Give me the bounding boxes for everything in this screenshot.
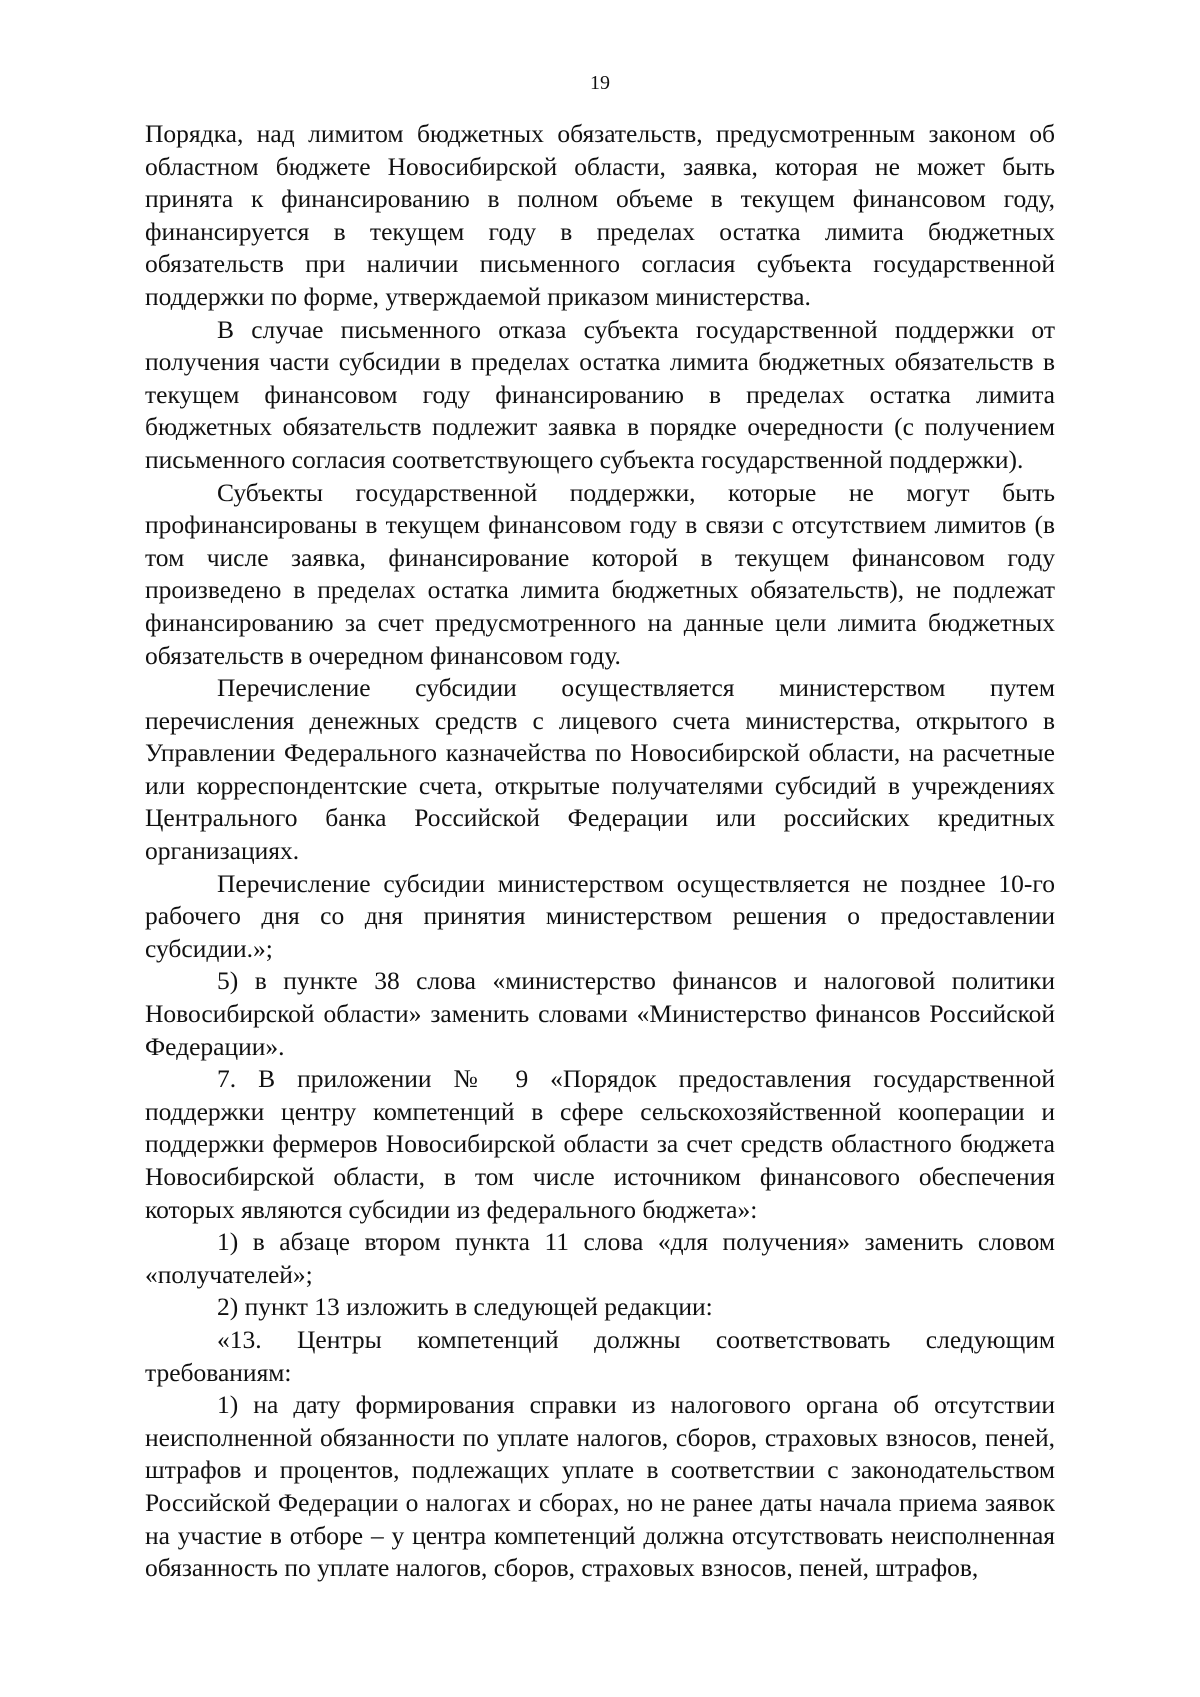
paragraph: Перечисление субсидии осуществляется министерством путем перечисления денежных средств с лицевого счета министерства, открытого в Управлении Федерального казначейства по Новосибирской области, на расчетные или корреспондентские счета, открытые получателями субсидий в учреждениях Центрального банка Российской Федерации или российских кредитных организациях. [145, 673, 1055, 866]
paragraph: Перечисление субсидии министерством осуществляется не позднее 10-го рабочего дня со дня принятия министерством решения о предоставлении субсидии.»; [145, 868, 1055, 963]
paragraph: 1) на дату формирования справки из налогового органа об отсутствии неисполненной обязанности по уплате налогов, сборов, страховых взносов, пеней, штрафов и процентов, подлежащих уплате в соответствии с законодательством Российской Федерации о налогах и сборах, но не ранее даты начала приема заявок на участие в отборе – у центра компетенций должна отсутствовать неисполненная обязанность по уплате налогов, сборов, страховых взносов, пеней, штрафов, [145, 1390, 1055, 1583]
paragraph: 1) в абзаце втором пункта 11 слова «для получения» заменить словом «получателей»; [145, 1227, 1055, 1289]
paragraph: «13. Центры компетенций должны соответствовать следующим требованиям: [145, 1324, 1055, 1387]
document-body [145, 118, 1055, 1585]
paragraph: 5) в пункте 38 слова «министерство финансов и налоговой политики Новосибирской области» заменить словами «Министерство финансов Российской Федерации». [145, 966, 1055, 1061]
page-number: 19 [590, 72, 610, 94]
paragraph: В случае письменного отказа субъекта государственной поддержки от получения части субсидии в пределах остатка лимита бюджетных обязательств в текущем финансовом году финансированию в пределах остатка лимита бюджетных обязательств подлежит заявка в порядке очередности (с получением письменного согласия соответствующего субъекта государственной поддержки). [145, 314, 1055, 474]
paragraph: 2) пункт 13 изложить в следующей редакции: [217, 1292, 713, 1322]
paragraph: Порядка, над лимитом бюджетных обязательств, предусмотренным законом об областном бюджете Новосибирской области, заявка, которая не может быть принята к финансированию в полном объеме в текущем финансовом году, финансируется в текущем году в пределах остатка лимита бюджетных обязательств при наличии письменного согласия субъекта государственной поддержки по форме, утверждаемой приказом министерства. [145, 119, 1055, 311]
paragraph: Субъекты государственной поддержки, которые не могут быть профинансированы в текущем финансовом году в связи с отсутствием лимитов (в том числе заявка, финансирование которой в текущем финансовом году произведено в пределах остатка лимита бюджетных обязательств), не подлежат финансированию за счет предусмотренного на данные цели лимита бюджетных обязательств в очередном финансовом году. [145, 477, 1055, 670]
paragraph: 7. В приложении № 9 «Порядок предоставления государственной поддержки центру компетенций в сфере сельскохозяйственной кооперации и поддержки фермеров Новосибирской области за счет средств областного бюджета Новосибирской области, в том числе источником финансового обеспечения которых являются субсидии из федерального бюджета»: [145, 1064, 1055, 1224]
